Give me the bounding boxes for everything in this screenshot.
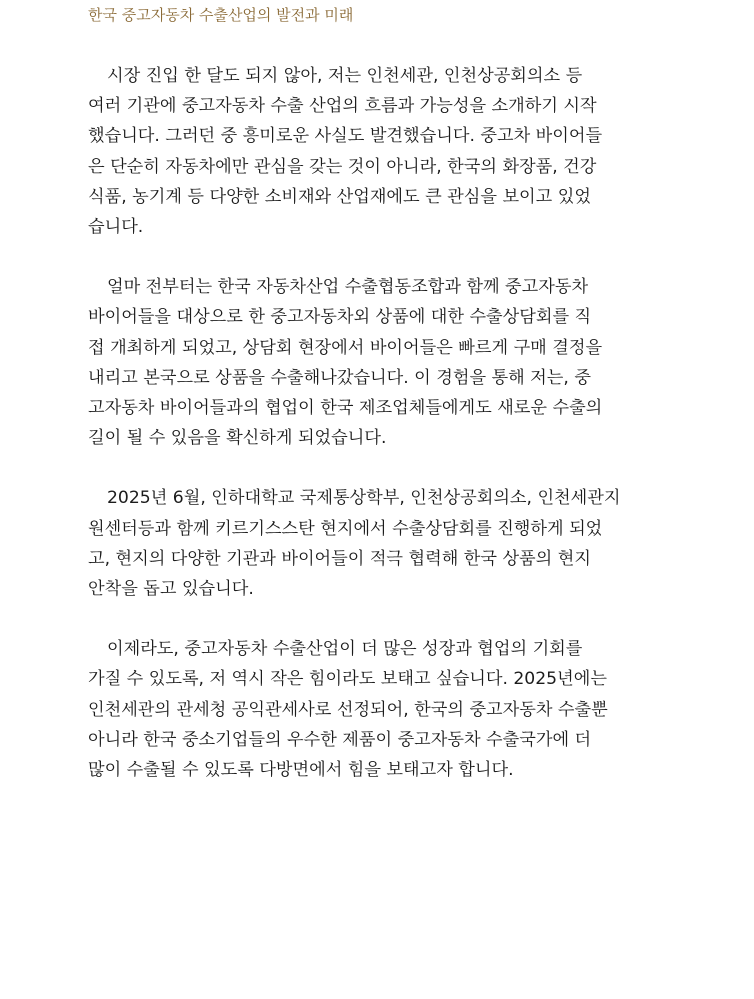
document-body [88,61,664,785]
paragraph-2: 얼마 전부터는 한국 자동차산업 수출협동조합과 함께 중고자동차 바이어들을 대상으로 한 중고자동차외 상품에 대한 수출상담회를 직 접 개최하게 되었고, 상담회 현장에서 바이어들은 빠르게 구매 결정을 내리고 본국으로 상품을 수출해나갔습니다. 이 경험을 통해 저는, 중 고자동차 바이어들과의 협업이 한국 제조업체들에게도 새로운 수출의 길이 될 수 있음을 확신하게 되었습니다. [88,277,603,449]
paragraph-3: 2025년 6월, 인하대학교 국제통상학부, 인천상공회의소, 인천세관지 원센터등과 함께 키르기스스탄 현지에서 수출상담회를 진행하게 되었 고, 현지의 다양한 기관과 바이어들이 적극 협력해 한국 상품의 현지 안착을 돕고 있습니다. [88,488,621,600]
running-header: 한국 중고자동차 수출산업의 발전과 미래 [88,6,354,24]
paragraph-1: 시장 진입 한 달도 되지 않아, 저는 인천세관, 인천상공회의소 등 여러 기관에 중고자동차 수출 산업의 흐름과 가능성을 소개하기 시작 했습니다. 그러던 중 흥미로운 사실도 발견했습니다. 중고차 바이어들 은 단순히 자동차에만 관심을 갖는 것이 아니라, 한국의 화장품, 건강 식품, 농기계 등 다양한 소비재와 산업재에도 큰 관심을 보이고 있었 습니다. [88,66,603,238]
paragraph-4: 이제라도, 중고자동차 수출산업이 더 많은 성장과 협업의 기회를 가질 수 있도록, 저 역시 작은 힘이라도 보태고 싶습니다. 2025년에는 인천세관의 관세청 공익관세사로 선정되어, 한국의 중고자동차 수출뿐 아니라 한국 중소기업들의 우수한 제품이 중고자동차 수출국가에 더 많이 수출될 수 있도록 다방면에서 힘을 보태고자 합니다. [88,639,608,781]
